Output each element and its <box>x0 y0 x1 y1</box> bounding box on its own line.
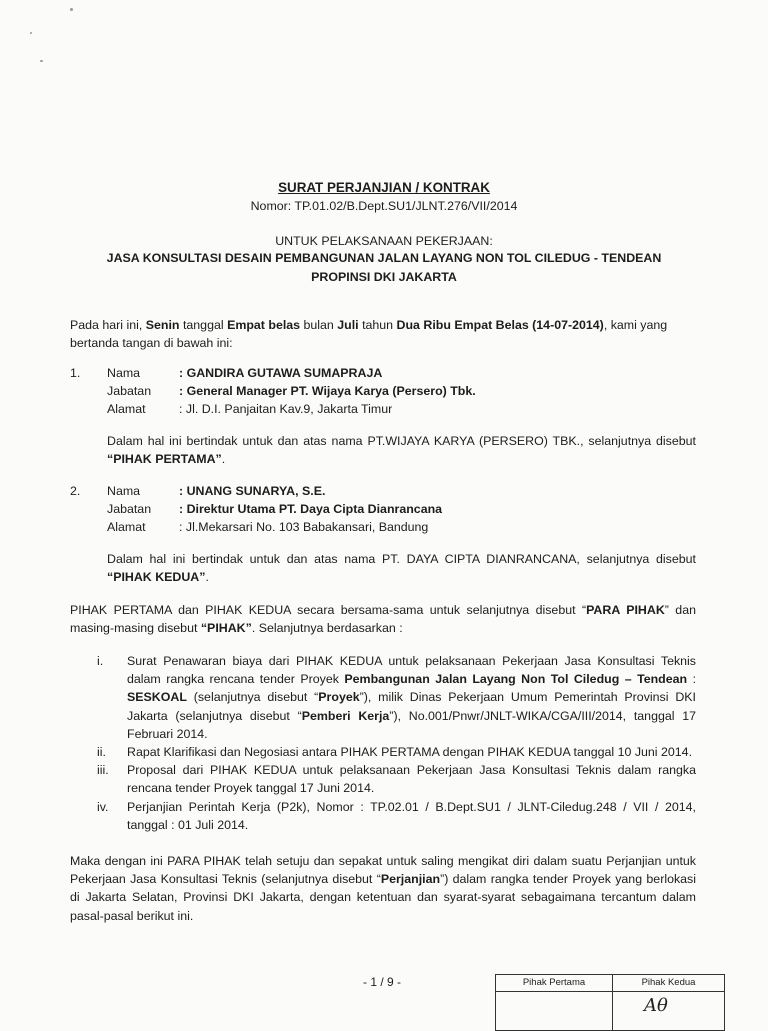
column-divider <box>612 991 613 1031</box>
position-label: Jabatan <box>107 502 152 516</box>
party-description: Dalam hal ini bertindak untuk dan atas nama PT. DAYA CIPTA DIANRANCANA, selanjutnya disebut “PIHAK KEDUA”. <box>107 552 696 585</box>
list-item: iii. Proposal dari PIHAK KEDUA untuk pelaksanaan Pekerjaan Jasa Konsultasi Teknis dalam rangka rencana tender Proyek tanggal 17 Juni 2014. <box>97 763 696 796</box>
party-number: 2. <box>70 484 81 498</box>
list-item: ii. Rapat Klarifikasi dan Negosiasi antara PIHAK PERTAMA dengan PIHAK KEDUA tanggal 10 Juni 2014. <box>97 745 693 760</box>
second-party-column-header: Pihak Kedua <box>613 975 724 992</box>
position-label: Jabatan <box>107 384 152 398</box>
document-number: Nomor: TP.01.02/B.Dept.SU1/JLNT.276/VII/2014 <box>250 199 518 213</box>
address-label: Alamat <box>107 402 146 416</box>
page-number: - 1 / 9 - <box>362 975 401 989</box>
list-item: iv. Perjanjian Perintah Kerja (P2k), Nomor : TP.02.01 / B.Dept.SU1 / JLNT-Ciledug.248 / VII / 2014, tanggal : 01 Juli 2014. <box>97 799 696 832</box>
position-value: : Direktur Utama PT. Daya Cipta Dianrancana <box>179 502 443 516</box>
party-description: Dalam hal ini bertindak untuk dan atas nama PT.WIJAYA KARYA (PERSERO) TBK., selanjutnya disebut “PIHAK PERTAMA”. <box>107 434 696 467</box>
first-party-column-header: Pihak Pertama <box>496 975 613 992</box>
address-value: : Jl.Mekarsari No. 103 Babakansari, Bandung <box>179 520 429 534</box>
project-title-line1: JASA KONSULTASI DESAIN PEMBANGUNAN JALAN LAYANG NON TOL CILEDUG - TENDEAN <box>106 251 662 265</box>
name-label: Nama <box>107 366 141 380</box>
initials-box <box>495 974 725 1031</box>
party-number: 1. <box>70 366 81 380</box>
closing-paragraph: Maka dengan ini PARA PIHAK telah setuju dan sepakat untuk saling mengikat diri dalam suatu Perjanjian untuk Pekerjaan Jasa Konsultasi Teknis (selanjutnya disebut “Perjanjian”) dalam rangka tender Proyek yang berlokasi di Jakarta Selatan, Provinsi DKI Jakarta, dengan ketentuan dan syarat-syarat sebagaimana tercantum dalam pasal-pasal berikut ini. <box>70 854 696 923</box>
party-first <box>70 366 710 476</box>
handwritten-initials: Aθ <box>644 995 668 1016</box>
work-intro: UNTUK PELAKSANAAN PEKERJAAN: <box>275 234 493 248</box>
para-pihak-paragraph: PIHAK PERTAMA dan PIHAK KEDUA secara bersama-sama untuk selanjutnya disebut “PARA PIHAK” dan masing-masing disebut “PIHAK”. Selanjutnya berdasarkan : <box>70 603 696 636</box>
scan-speck <box>70 8 73 11</box>
list-item: i. Surat Penawaran biaya dari PIHAK KEDUA untuk pelaksanaan Pekerjaan Jasa Konsultasi Teknis dalam rangka rencana tender Proyek Pembangunan Jalan Layang Non Tol Ciledug – Tendean : SESKOAL (selanjutnya disebut “Proyek”), milik Dinas Pekerjaan Umum Pemerintah Provinsi DKI Jakarta (selanjutnya disebut “Pemberi Kerja”), No.001/Pnwr/JNLT-WIKA/CGA/III/2014, tanggal 17 Februari 2014. <box>97 654 697 741</box>
position-value: : General Manager PT. Wijaya Karya (Persero) Tbk. <box>179 384 476 398</box>
scan-speck <box>30 32 32 34</box>
name-value: : GANDIRA GUTAWA SUMAPRAJA <box>179 366 383 380</box>
party-second <box>70 484 710 594</box>
name-value: : UNANG SUNARYA, S.E. <box>179 484 326 498</box>
scan-speck <box>40 60 43 62</box>
name-label: Nama <box>107 484 141 498</box>
reference-list <box>97 652 696 834</box>
document-title: SURAT PERJANJIAN / KONTRAK <box>278 180 490 195</box>
address-value: : Jl. D.I. Panjaitan Kav.9, Jakarta Timur <box>179 402 393 416</box>
address-label: Alamat <box>107 520 146 534</box>
project-title-line2: PROPINSI DKI JAKARTA <box>311 270 457 284</box>
opening-paragraph: Pada hari ini, Senin tanggal Empat belas bulan Juli tahun Dua Ribu Empat Belas (14-07-2014), kami yang bertanda tangan di bawah ini: <box>70 318 668 351</box>
